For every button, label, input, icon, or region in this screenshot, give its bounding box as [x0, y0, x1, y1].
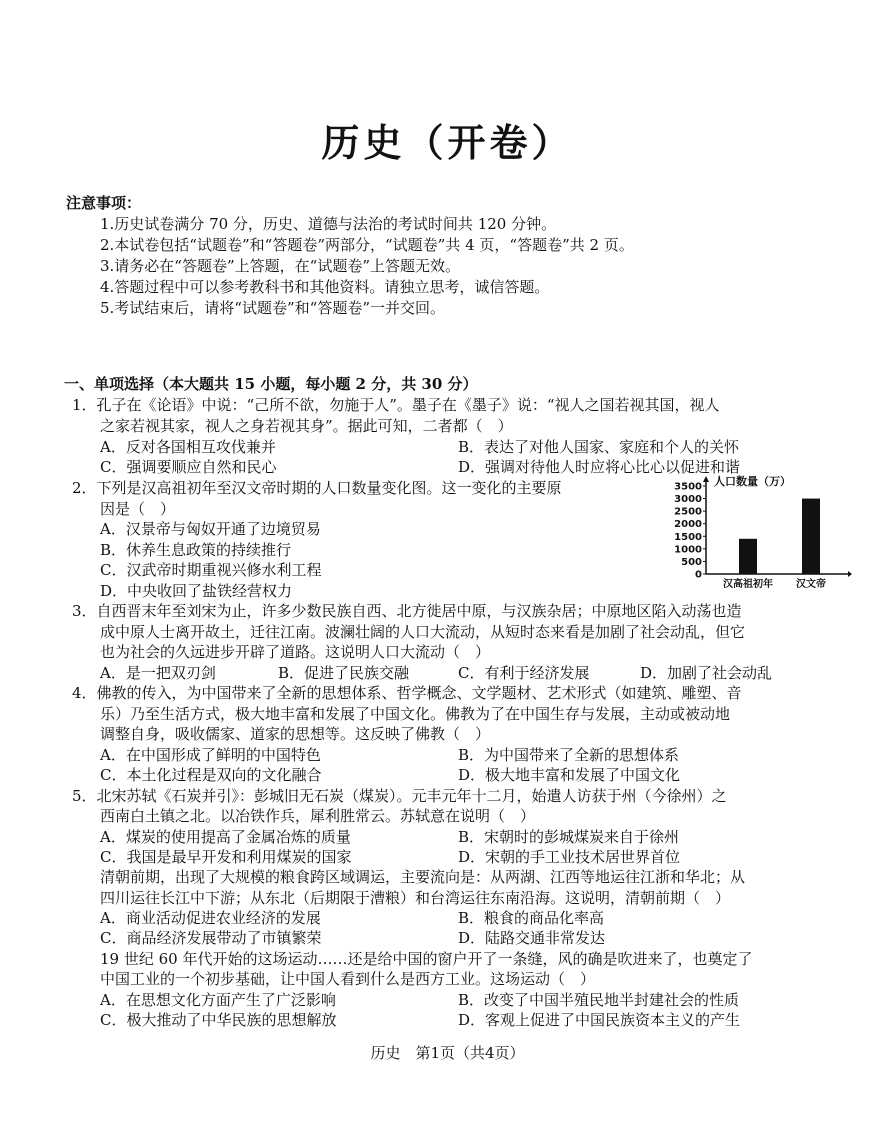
chart-x-axis-arrow: [848, 571, 852, 577]
question-3-option-b: B．促进了民族交融: [278, 664, 410, 682]
question-6-line: 四川运往长江中下游；从东北（后期限于漕粮）和台湾运往东南沿海。这说明，清朝前期（ ）: [100, 889, 731, 907]
note-item: 2.本试卷包括“试题卷”和“答题卷”两部分，“试题卷”共 4 页，“答题卷”共 2 页。: [100, 236, 634, 254]
question-5-line: 5．北宋苏轼《石炭并引》：彭城旧无石炭（煤炭）。元丰元年十二月，始遣人访获于州（今徐州）之: [72, 787, 727, 805]
question-6-option-b: B．粮食的商品化率高: [458, 909, 605, 927]
question-2-option-c: C．汉武帝时期重视兴修水利工程: [100, 561, 322, 579]
question-4-line: 乐）乃至生活方式，极大地丰富和发展了中国文化。佛教为了在中国生存与发展，主动或被动地: [100, 705, 731, 723]
chart-x-tick-label: 汉高祖初年: [723, 579, 773, 590]
question-2-line: 因是（ ）: [100, 500, 176, 518]
note-item: 4.答题过程中可以参考教科书和其他资料。请独立思考，诚信答题。: [100, 278, 550, 296]
chart-x-tick-label: 汉文帝: [796, 579, 826, 590]
chart-y-tick-label: 1500: [674, 531, 702, 543]
chart-y-tick-label: 2000: [674, 519, 702, 531]
question-6-option-d: D．陆路交通非常发达: [458, 929, 606, 947]
question-3-option-c: C．有利于经济发展: [458, 664, 590, 682]
chart-y-tick-label: 3500: [674, 481, 702, 493]
question-1-option-c: C．强调要顺应自然和民心: [100, 458, 277, 476]
question-5-line: 西南白土镇之北。以冶铁作兵，犀利胜常云。苏轼意在说明（ ）: [100, 807, 536, 825]
section-heading: 一、单项选择（本大题共 15 小题，每小题 2 分，共 30 分）: [64, 375, 478, 393]
question-5-option-d: D．宋朝的手工业技术居世界首位: [458, 848, 681, 866]
question-4-line: 4．佛教的传入，为中国带来了全新的思想体系、哲学概念、文学题材、艺术形式（如建筑、雕塑、音: [72, 684, 742, 702]
chart-y-tick-label: 500: [681, 556, 702, 568]
population-chart: [672, 474, 852, 590]
note-item: 5.考试结束后，请将“试题卷”和“答题卷”一并交回。: [100, 299, 445, 317]
question-2-line: 2．下列是汉高祖初年至汉文帝时期的人口数量变化图。这一变化的主要原: [72, 479, 562, 497]
question-3-line: 成中原人士离开故土，迁往江南。波澜壮阔的人口大流动，从短时态来看是加剧了社会动乱，但它: [100, 623, 746, 641]
question-4-option-d: D．极大地丰富和发展了中国文化: [458, 766, 681, 784]
question-5-option-c: C．我国是最早开发和利用煤炭的国家: [100, 848, 352, 866]
chart-y-axis-arrow: [703, 476, 709, 482]
question-1-option-b: B．表达了对他人国家、家庭和个人的关怀: [458, 438, 740, 456]
question-6-option-c: C．商品经济发展带动了市镇繁荣: [100, 929, 322, 947]
chart-bar: [739, 539, 757, 574]
notes-heading: 注意事项：: [66, 194, 142, 212]
question-2-option-a: A．汉景帝与匈奴开通了边境贸易: [100, 520, 321, 538]
chart-title: 人口数量（万）: [714, 475, 791, 488]
chart-y-tick-label: 1000: [674, 544, 702, 556]
question-7-option-a: A．在思想文化方面产生了广泛影响: [100, 991, 336, 1009]
chart-y-tick-label: 3000: [674, 494, 702, 506]
question-4-option-a: A．在中国形成了鲜明的中国特色: [100, 746, 321, 764]
question-7-option-b: B．改变了中国半殖民地半封建社会的性质: [458, 991, 740, 1009]
question-3-option-a: A．是一把双刃剑: [100, 664, 216, 682]
question-2-option-b: B．休养生息政策的持续推行: [100, 541, 292, 559]
page-title: 历史（开卷）: [321, 120, 574, 165]
question-1-line: 之家若视其家，视人之身若视其身”。据此可知，二者都（ ）: [100, 417, 513, 435]
question-7-option-c: C．极大推动了中华民族的思想解放: [100, 1011, 337, 1029]
question-4-option-c: C．本土化过程是双向的文化融合: [100, 766, 322, 784]
question-7-line: 中国工业的一个初步基础，让中国人看到什么是西方工业。这场运动（ ）: [100, 970, 596, 988]
question-6-option-a: A．商业活动促进农业经济的发展: [100, 909, 321, 927]
question-7-line: 19 世纪 60 年代开始的这场运动……还是给中国的窗户开了一条缝，风的确是吹进来了，也奠定了: [100, 950, 753, 968]
question-5-option-a: A．煤炭的使用提高了金属冶炼的质量: [100, 828, 351, 846]
question-3-line: 3．自西晋末年至刘宋为止，许多少数民族自西、北方徙居中原，与汉族杂居；中原地区陷入动荡也造: [72, 602, 742, 620]
question-4-line: 调整自身，吸收儒家、道家的思想等。这反映了佛教（ ）: [100, 725, 491, 743]
chart-y-tick-label: 2500: [674, 506, 702, 518]
question-7-option-d: D．客观上促进了中国民族资本主义的产生: [458, 1011, 741, 1029]
question-1-option-d: D．强调对待他人时应将心比心以促进和谐: [458, 458, 741, 476]
note-item: 3.请务必在“答题卷”上答题，在“试题卷”上答题无效。: [100, 257, 460, 275]
question-6-line: 清朝前期，出现了大规模的粮食跨区域调运，主要流向是：从两湖、江西等地运往江浙和华北；从: [100, 868, 746, 886]
question-1-option-a: A．反对各国相互攻伐兼并: [100, 438, 276, 456]
question-5-option-b: B．宋朝时的彭城煤炭来自于徐州: [458, 828, 680, 846]
question-3-option-d: D．加剧了社会动乱: [640, 664, 773, 682]
question-1-line: 1．孔子在《论语》中说：“己所不欲，勿施于人”。墨子在《墨子》说：“视人之国若视其国，视人: [72, 396, 720, 414]
note-item: 1.历史试卷满分 70 分，历史、道德与法治的考试时间共 120 分钟。: [100, 215, 557, 233]
page-footer: 历史 第1页（共4页）: [370, 1044, 525, 1062]
question-2-option-d: D．中央收回了盐铁经营权力: [100, 582, 293, 600]
chart-y-tick-label: 0: [695, 569, 702, 581]
question-3-line: 也为社会的久远进步开辟了道路。这说明人口大流动（ ）: [100, 643, 491, 661]
chart-bar: [802, 499, 820, 574]
question-4-option-b: B．为中国带来了全新的思想体系: [458, 746, 680, 764]
